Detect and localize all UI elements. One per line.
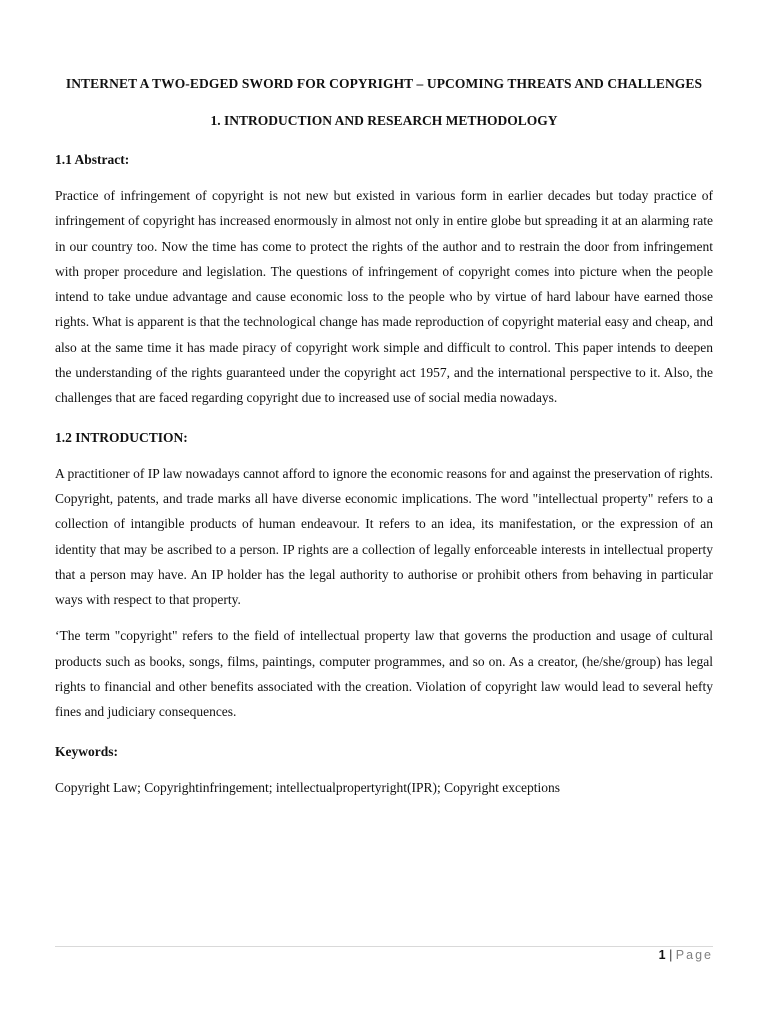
introduction-paragraph-1: A practitioner of IP law nowadays cannot afford to ignore the economic reasons for and against the preservation of rights. Copyright, patents, and trade marks all have diverse economic implications. The word "intellectual property" refers to a collection of intangible products of human endeavour. It refers to an idea, its manifestation, or the expression of an identity that may be ascribed to a person. IP rights are a collection of legally enforceable interests in intellectual property that a person may have. An IP holder has the legal authority to authorise or prohibit others from behaving in particular ways with respect to that property. <box>55 465 713 608</box>
footer-rule <box>55 946 713 947</box>
page-number-value: 1 <box>658 948 666 962</box>
document-page <box>55 72 713 800</box>
page-number-separator: | <box>669 948 673 962</box>
keywords-heading: Keywords: <box>55 743 118 759</box>
page-label: Page <box>675 948 713 962</box>
abstract-heading: 1.1 Abstract: <box>55 152 130 167</box>
introduction-paragraph-2: ‘The term "copyright" refers to the field of intellectual property law that governs the production and usage of cultural products such as books, songs, films, paintings, computer programmes, and so on. As a creator, (he/she/group) has legal rights to financial and other benefits associated with the creation. Violation of copyright law would lead to several hefty fines and judiciary consequences. <box>55 628 713 720</box>
keywords-text: Copyright Law; Copyrightinfringement; intellectualpropertyright(IPR); Copyright exceptions <box>55 779 561 795</box>
document-title: INTERNET A TWO-EDGED SWORD FOR COPYRIGHT – UPCOMING THREATS AND CHALLENGES <box>65 76 703 91</box>
page-number <box>659 946 713 964</box>
abstract-paragraph: Practice of infringement of copyright is not new but existed in various form in earlier decades but today practice of infringement of copyright has increased enormously in almost not only in entire globe but spreading it at an alarming rate in our country too. Now the time has come to protect the rights of the author and to restrain the door from infringement with proper procedure and legislation. The questions of infringement of copyright comes into picture when the people intend to take undue advantage and cause economic loss to the people who by virtue of hard labour have earned those rights. What is apparent is that the technological change has made reproduction of copyright material easy and cheap, and also at the same time it has made piracy of copyright work simple and difficult to control. This paper intends to deepen the understanding of the rights guaranteed under the copyright act 1957, and the international perspective to it. Also, the challenges that are faced regarding copyright due to increased use of social media nowadays. <box>55 188 713 406</box>
introduction-heading: 1.2 INTRODUCTION: <box>55 429 188 445</box>
section-title: 1. INTRODUCTION AND RESEARCH METHODOLOGY <box>210 113 558 128</box>
